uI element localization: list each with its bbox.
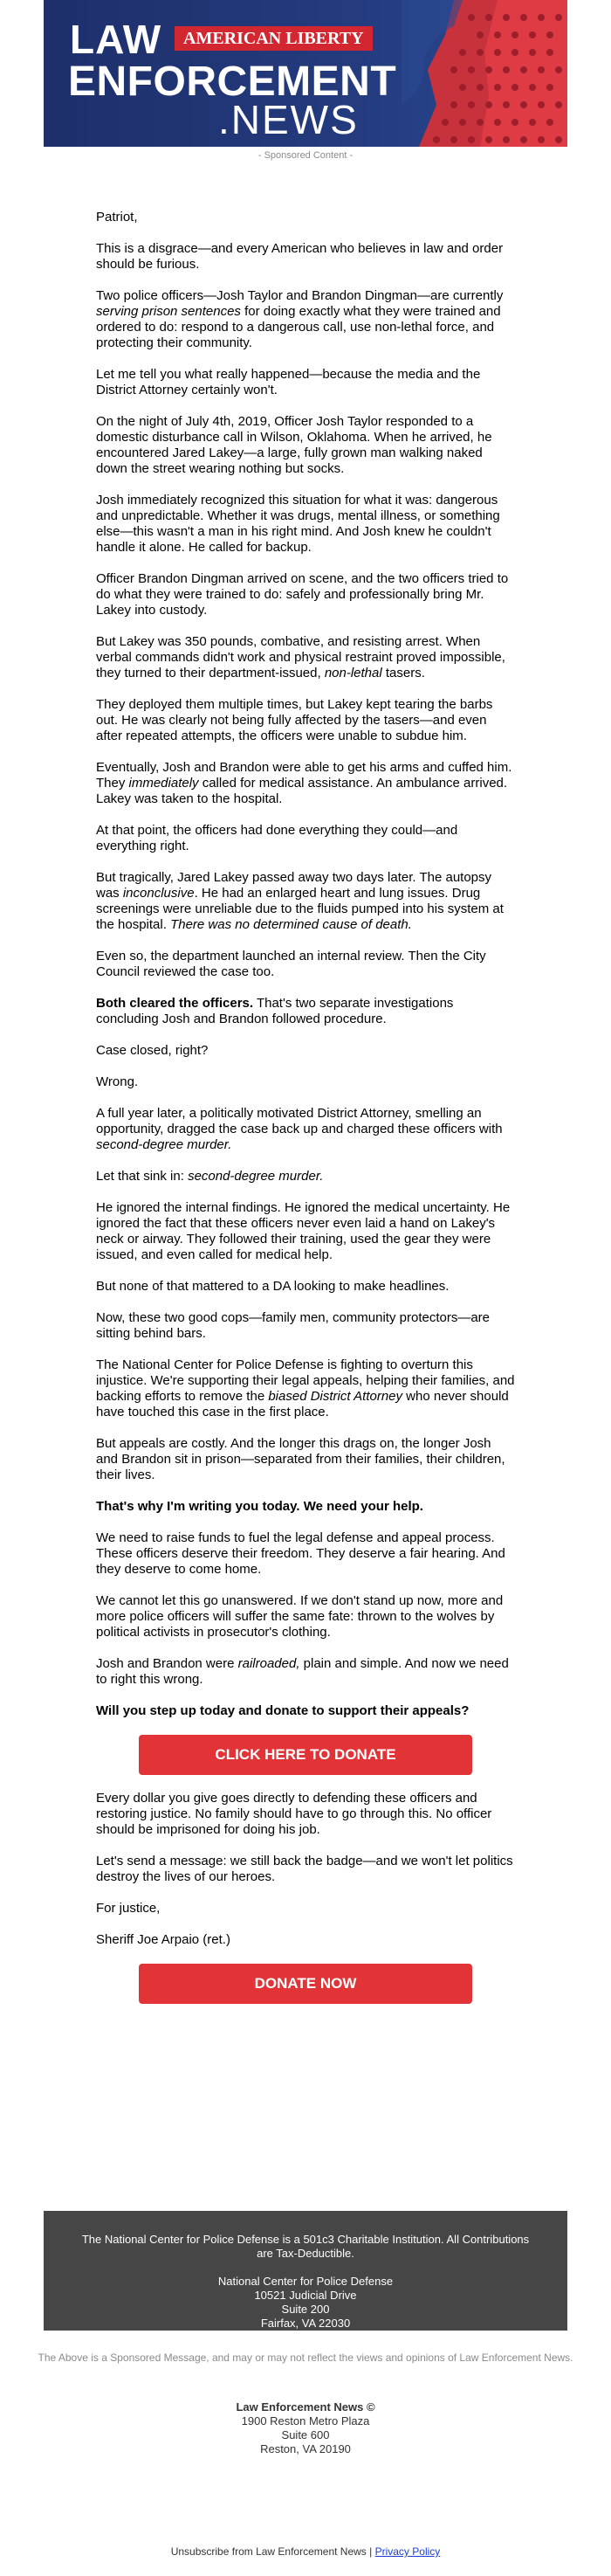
privacy-policy-link[interactable]: Privacy Policy [374,2545,441,2558]
text: plain and simple. And now we need to right this wrong. [96,1656,509,1687]
text: who never should have touched this case in the first place. [96,1389,509,1419]
closing: For justice, [96,1901,161,1916]
emphasis: non-lethal [324,666,382,680]
publisher-name: Law Enforcement News © [236,2400,375,2414]
text: The National Center for Police Defense is fighting to overturn this injustice. We're supporting their legal appeals, helping their families, and backing efforts to remove the [96,1357,515,1404]
emphasis: railroaded, [237,1656,300,1671]
paragraph: Josh immediately recognized this situation for what it was: dangerous and unpredictable. Whether it was drugs, mental illness, or something else—this wasn't a man in his right mind. And Josh knew he couldn't handle it alone. He called for backup. [96,493,500,555]
org-city: Fairfax, VA 22030 [260,2317,351,2330]
paragraph: At that point, the officers had done everything they could—and everything right. [96,823,458,853]
paragraph: Case closed, right? [96,1043,209,1058]
bold-text: Both cleared the officers. [96,996,254,1011]
sponsored-disclaimer: The Above is a Sponsored Message, and may or may not reflect the views and opinions of Law Enforcement News. [38,2352,573,2364]
text: That's two separate investigations concluding Josh and Brandon followed procedure. [96,996,454,1026]
paragraph [96,1106,515,1153]
paragraph: We need to raise funds to fuel the legal defense and appeal process. These officers deserve their freedom. They deserve a fair hearing. And they deserve to come home. [96,1530,505,1577]
flag-silhouette-graphic [402,0,567,147]
signature: Sheriff Joe Arpaio (ret.) [96,1932,230,1947]
text: Eventually, Josh and Brandon were able to get his arms and cuffed him. They [96,760,512,791]
unsubscribe-link[interactable]: Unsubscribe from Law Enforcement News [170,2545,367,2558]
publisher-suite: Suite 600 [281,2428,330,2441]
emphasis: There was no determined cause of death. [170,917,412,932]
text: Two police officers—Josh Taylor and Brandon Dingman—are currently [96,288,504,303]
organization-address [44,2275,567,2331]
org-street: 10521 Judicial Drive [254,2289,357,2302]
unsubscribe-bar [0,2545,611,2558]
text: But Lakey was 350 pounds, combative, and resisting arrest. When verbal commands didn't work and physical restraint proved impossible, they turned to their department-issued, [96,634,505,680]
publisher-address [0,2400,611,2456]
paragraph: They deployed them multiple times, but Lakey kept tearing the barbs out. He was clearly not being fully affected by the tasers—and even after repeated attempts, the officers were unable to subdue him. [96,697,493,743]
paragraph [96,1169,515,1184]
paragraph: On the night of July 4th, 2019, Officer Josh Taylor responded to a domestic disturbance call in Wilson, Oklahoma. When he arrived, he encountered Jared Lakey—a large, fully grown man walking naked down the street wearing nothing but socks. [96,414,492,476]
emphasis: second-degree murder. [188,1169,324,1184]
sponsored-label: - Sponsored Content - [257,150,354,161]
paragraph: Even so, the department launched an internal review. Then the City Council reviewed the case too. [96,949,486,979]
emphasis: immediately [128,776,199,791]
paragraph: But none of that mattered to a DA looking to make headlines. [96,1279,450,1294]
text: Let that sink in: [96,1169,189,1184]
banner-law-text: LAW [70,17,162,62]
emphasis: inconclusive [122,886,195,901]
header-banner [44,0,567,147]
paragraph [96,996,515,1027]
letter-body [96,210,515,2020]
paragraph: Wrong. [96,1074,139,1089]
paragraph: We cannot let this go unanswered. If we don't stand up now, more and more police officers will suffer the same fate: thrown to the wolves by political activists in prosecutor's clothing. [96,1593,504,1640]
paragraph: Every dollar you give goes directly to defending these officers and restoring justice. No family should have to go through this. No officer should be imprisoned for doing his job. [96,1791,492,1837]
text: A full year later, a politically motivated District Attorney, smelling an opportunity, dragged the case back up and charged these officers with [96,1106,503,1136]
text: for doing exactly what they were trained and ordered to do: respond to a dangerous call, use non-lethal force, and protecting their community. [96,304,501,350]
publisher-street: 1900 Reston Metro Plaza [241,2414,370,2428]
paragraph [96,1656,515,1688]
publisher-city: Reston, VA 20190 [260,2442,351,2455]
paragraph [96,634,515,681]
click-here-to-donate-button[interactable]: CLICK HERE TO DONATE [139,1735,472,1775]
org-name: National Center for Police Defense [217,2275,394,2288]
org-suite: Suite 200 [281,2303,330,2316]
banner-american-liberty-tag: AMERICAN LIBERTY [175,26,373,51]
paragraph [96,1357,515,1420]
donate-now-button[interactable]: DONATE NOW [139,1964,472,2004]
text: But tragically, Jared Lakey passed away two days later. The autopsy was [96,870,492,901]
emphasis: second-degree murder. [96,1137,232,1152]
paragraph: He ignored the internal findings. He ignored the medical uncertainty. He ignored the fact that these officers never even laid a hand on Lakey's neck or airway. They followed their training, used the gear they were issued, and even called for medical help. [96,1200,511,1262]
paragraph [96,870,515,933]
donate-question: Will you step up today and donate to support their appeals? [96,1703,470,1718]
paragraph: Let's send a message: we still back the badge—and we won't let politics destroy the lives of our heroes. [96,1854,513,1884]
paragraph: But appeals are costly. And the longer this drags on, the longer Josh and Brandon sit in prison—separated from their families, their children, their lives. [96,1436,505,1482]
greeting: Patriot, [96,210,138,224]
paragraph: This is a disgrace—and every American who believes in law and order should be furious. [96,241,504,272]
organization-footer [44,2211,567,2331]
callout-heading: That's why I'm writing you today. We need your help. [96,1499,423,1514]
text: called for medical assistance. An ambulance arrived. Lakey was taken to the hospital. [96,776,508,806]
text: tasers. [381,666,425,680]
text: . He had an enlarged heart and lung issues. Drug screenings were unreliable due to the fluids pumped into his system at the hospital. [96,886,504,932]
emphasis: serving prison sentences [96,304,241,319]
paragraph: Let me tell you what really happened—because the media and the District Attorney certainly won't. [96,367,481,397]
paragraph: Now, these two good cops—family men, community protectors—are sitting behind bars. [96,1310,491,1341]
banner-news-text: .NEWS [218,97,359,142]
banner-enforcement-text: ENFORCEMENT [68,59,397,105]
text: Josh and Brandon were [96,1656,238,1671]
paragraph [96,288,515,351]
tax-deductible-notice: The National Center for Police Defense is a 501c3 Charitable Institution. All Contributions are Tax-Deductible. [81,2233,530,2260]
paragraph [96,760,515,807]
emphasis: biased District Attorney [268,1389,403,1404]
paragraph: Officer Brandon Dingman arrived on scene, and the two officers tried to do what they were trained to do: safely and professionally bring Mr. Lakey into custody. [96,571,509,618]
link-separator: | [366,2545,375,2558]
